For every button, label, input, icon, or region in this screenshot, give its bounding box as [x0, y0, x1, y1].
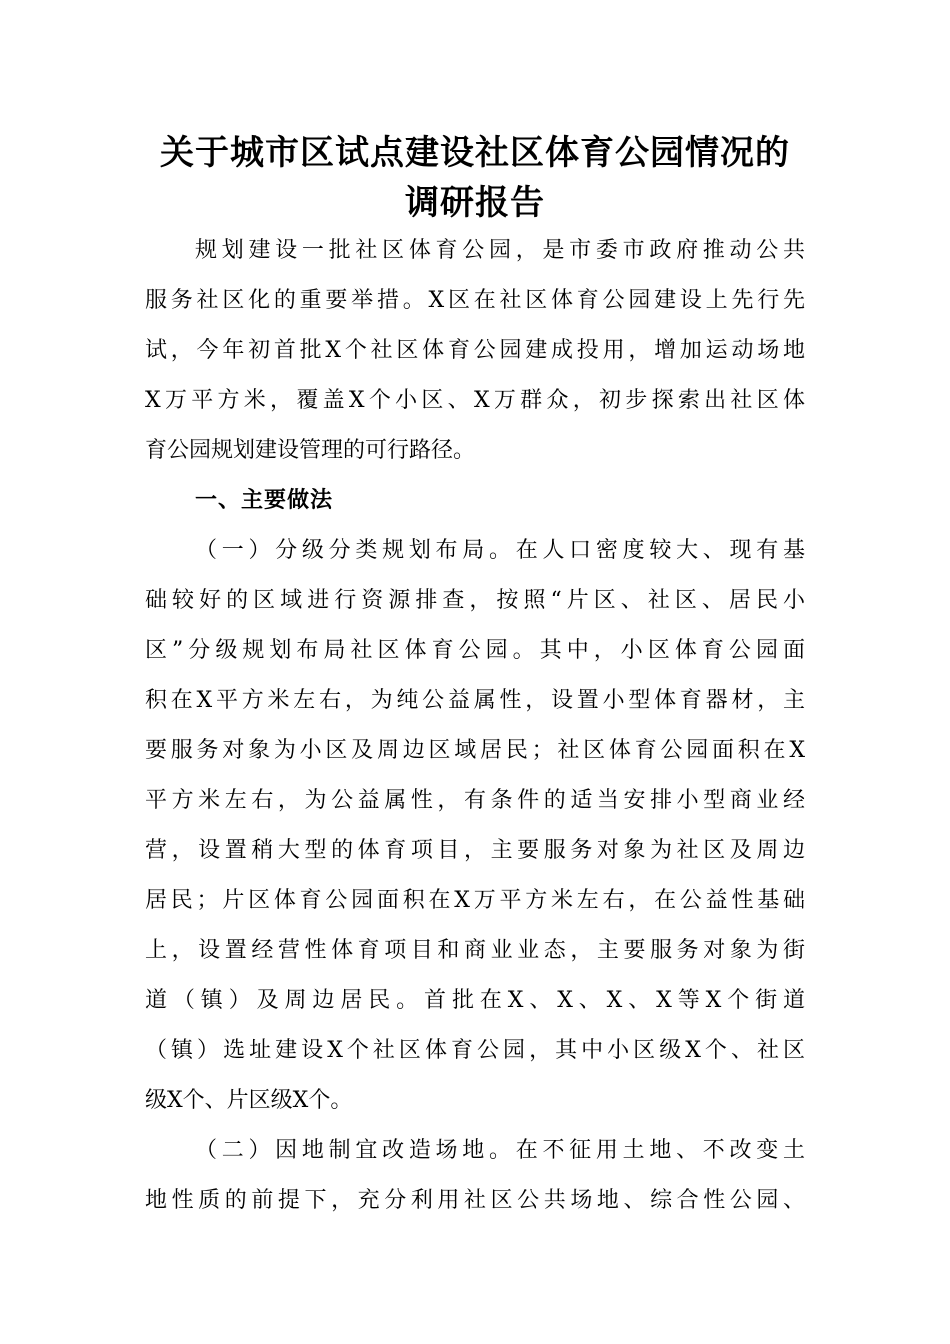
paragraph-line: 道（镇）及周边居民。首批在X、X、X、X等X个街道 — [145, 988, 805, 1013]
paragraph-line: 居民；片区体育公园面积在X万平方米左右，在公益性基础 — [145, 888, 805, 913]
paragraph-line: 础较好的区域进行资源排查，按照“片区、社区、居民小 — [145, 588, 805, 613]
intro-line: X万平方米，覆盖X个小区、X万群众，初步探索出社区体 — [145, 388, 805, 413]
intro-line: 规划建设一批社区体育公园，是市委市政府推动公共 — [195, 238, 805, 263]
paragraph-line: 级X个、片区级X个。 — [145, 1088, 353, 1113]
intro-line: 育公园规划建设管理的可行路径。 — [145, 438, 476, 463]
paragraph-line: 营，设置稍大型的体育项目，主要服务对象为社区及周边 — [145, 838, 805, 863]
paragraph-line: 要服务对象为小区及周边区域居民；社区体育公园面积在X — [145, 738, 805, 763]
paragraph-line: 平方米左右，为公益属性，有条件的适当安排小型商业经 — [145, 788, 805, 813]
document-title-line-2: 调研报告 — [405, 183, 545, 223]
paragraph-line: （二）因地制宜改造场地。在不征用土地、不改变土 — [195, 1138, 805, 1163]
paragraph-line: （镇）选址建设X个社区体育公园，其中小区级X个、社区 — [145, 1038, 805, 1063]
intro-line: 服务社区化的重要举措。X区在社区体育公园建设上先行先 — [145, 288, 805, 313]
paragraph-line: 区”分级规划布局社区体育公园。其中，小区体育公园面 — [145, 638, 805, 663]
intro-line: 试，今年初首批X个社区体育公园建成投用，增加运动场地 — [145, 338, 805, 363]
section-heading: 一、主要做法 — [195, 488, 334, 513]
paragraph-line: （一）分级分类规划布局。在人口密度较大、现有基 — [195, 538, 805, 563]
paragraph-line: 地性质的前提下，充分利用社区公共场地、综合性公园、 — [145, 1188, 805, 1213]
paragraph-line: 积在X平方米左右，为纯公益属性，设置小型体育器材，主 — [145, 688, 805, 713]
paragraph-line: 上，设置经营性体育项目和商业业态，主要服务对象为街 — [145, 938, 805, 963]
document-title-line-1: 关于城市区试点建设社区体育公园情况的 — [160, 133, 790, 173]
